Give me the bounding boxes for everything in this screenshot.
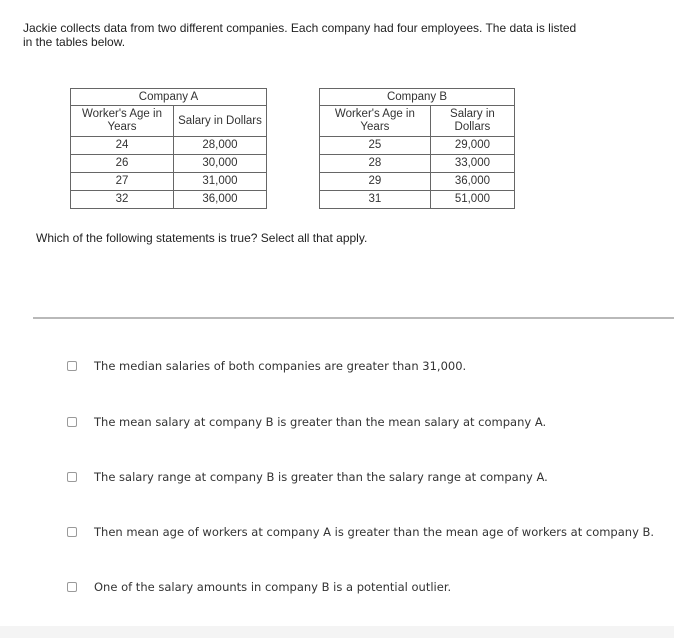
salary-cell: 31,000 <box>173 173 266 191</box>
table-row <box>71 173 267 191</box>
company-a-table <box>70 88 267 209</box>
answer-option-3[interactable] <box>67 468 548 486</box>
age-cell: 26 <box>71 155 174 173</box>
age-cell: 27 <box>71 173 174 191</box>
salary-cell: 33,000 <box>430 155 514 173</box>
answer-option-label: The median salaries of both companies are greater than 31,000. <box>94 359 467 373</box>
footer-bar <box>0 626 674 638</box>
age-cell: 24 <box>71 137 174 155</box>
table-title: Company B <box>320 89 515 106</box>
answer-option-label: One of the salary amounts in company B is a potential outlier. <box>94 580 452 594</box>
column-header-age: Worker's Age in Years <box>320 106 431 137</box>
answer-option-label: The mean salary at company B is greater than the mean salary at company A. <box>94 415 547 429</box>
salary-cell: 36,000 <box>430 173 514 191</box>
age-cell: 28 <box>320 155 431 173</box>
answer-option-label: Then mean age of workers at company A is greater than the mean age of workers at company B. <box>94 525 655 539</box>
answer-option-4[interactable] <box>67 523 654 541</box>
table-row <box>320 173 515 191</box>
salary-cell: 51,000 <box>430 191 514 209</box>
salary-cell: 36,000 <box>173 191 266 209</box>
age-cell: 29 <box>320 173 431 191</box>
table-row <box>71 191 267 209</box>
problem-intro: Jackie collects data from two different companies. Each company had four employees. The data is listed in the tables below. <box>23 21 577 49</box>
table-row <box>320 155 515 173</box>
salary-cell: 28,000 <box>173 137 266 155</box>
checkbox[interactable] <box>67 472 77 482</box>
answer-option-2[interactable] <box>67 413 546 431</box>
answer-option-5[interactable] <box>67 578 451 596</box>
column-header-salary: Salary in Dollars <box>173 106 266 137</box>
column-header-age: Worker's Age in Years <box>71 106 174 137</box>
table-row <box>71 155 267 173</box>
checkbox[interactable] <box>67 417 77 427</box>
checkbox[interactable] <box>67 361 77 371</box>
table-row <box>320 191 515 209</box>
checkbox[interactable] <box>67 582 77 592</box>
answer-option-label: The salary range at company B is greater than the salary range at company A. <box>94 470 548 484</box>
age-cell: 25 <box>320 137 431 155</box>
table-title: Company A <box>71 89 267 106</box>
salary-cell: 30,000 <box>173 155 266 173</box>
column-header-salary: Salary in Dollars <box>430 106 514 137</box>
checkbox[interactable] <box>67 527 77 537</box>
question-prompt: Which of the following statements is true? Select all that apply. <box>36 231 368 245</box>
salary-cell: 29,000 <box>430 137 514 155</box>
answer-option-1[interactable] <box>67 357 466 375</box>
company-b-table <box>319 88 515 209</box>
table-row <box>320 137 515 155</box>
table-row <box>71 137 267 155</box>
age-cell: 32 <box>71 191 174 209</box>
section-divider <box>33 317 674 319</box>
age-cell: 31 <box>320 191 431 209</box>
